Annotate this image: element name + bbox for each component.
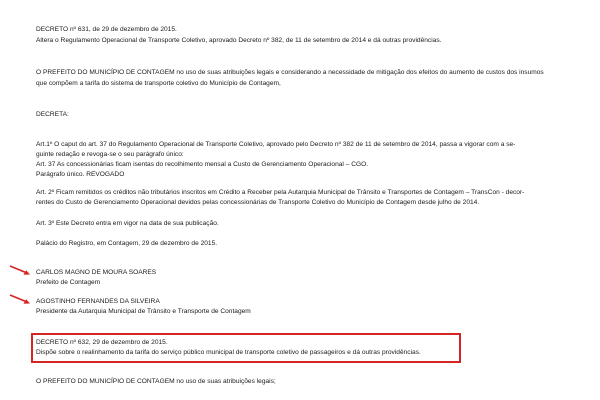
- signer1-title: Prefeito de Contagem: [36, 279, 101, 286]
- decree-631-decreta: DECRETA:: [36, 111, 69, 118]
- red-arrow-icon: [8, 264, 32, 276]
- decree-632-summary: Dispõe sobre o realinhamento da tarifa do serviço público municipal de transporte coletivo de passageiros e dá outras providências.: [36, 349, 421, 356]
- decree-632-header: DECRETO nº 632, 29 de dezembro de 2015.: [36, 339, 168, 346]
- decree-631-art3: Art. 3º Este Decreto entra em vigor na data de sua publicação.: [36, 220, 219, 227]
- signer2-name: AGOSTINHO FERNANDES DA SILVEIRA: [36, 298, 160, 305]
- decree-631-art1-line1: Art.1º O caput do art. 37 do Regulamento Operacional de Transporte Coletivo, aprovado pelo Decreto nº 382 de 11 de setembro de 2014, passa a vigorar com a se-: [36, 141, 516, 148]
- decree-631-paragrafo: Parágrafo único. REVOGADO: [36, 171, 125, 178]
- decree-631-header: DECRETO nº 631, de 29 de dezembro de 2015.: [36, 26, 177, 33]
- decree-631-art2-line1: Art. 2º Ficam remitidos os créditos não tributários inscritos em Crédito a Receber pela Autarquia Municipal de Trânsito e Transportes de Contagem – TransCon - decor-: [36, 189, 525, 196]
- decree-631-preamble-line2: que compõem a tarifa do sistema de transporte coletivo do Município de Contagem,: [36, 80, 281, 87]
- decree-631-art1-line2: guinte redação e revoga-se o seu parágrafo único:: [36, 151, 184, 158]
- decree-631-palacio: Palácio do Registro, em Contagem, 29 de dezembro de 2015.: [36, 240, 218, 247]
- decree-632-highlight-box: [31, 333, 461, 363]
- decree-631-art2-line2: rentes do Custo de Gerenciamento Operacional devidos pelas concessionárias de Transporte Coletivo do Município de Contagem desde julho de 2014.: [36, 199, 480, 206]
- signer2-title: Presidente da Autarquia Municipal de Trânsito e Transporte de Contagem: [36, 308, 251, 315]
- decree-631-preamble-line1: O PREFEITO DO MUNICÍPIO DE CONTAGEM no uso de suas atribuições legais e considerando a necessidade de mitigação dos efeitos do aumento de custos dos insumos: [36, 69, 544, 76]
- decree-631-art37: Art. 37 As concessionárias ficam isentas do recolhimento mensal a Custo de Gerenciamento Operacional – CGO.: [36, 161, 369, 168]
- decree-631-summary: Altera o Regulamento Operacional de Transporte Coletivo, aprovado Decreto nº 382, de 11 de setembro de 2014 e dá outras providências.: [36, 37, 442, 44]
- signer1-name: CARLOS MAGNO DE MOURA SOARES: [36, 269, 157, 276]
- decree-632-preamble: O PREFEITO DO MUNICÍPIO DE CONTAGEM no uso de suas atribuições legais;: [36, 378, 276, 385]
- red-arrow-icon: [8, 293, 32, 305]
